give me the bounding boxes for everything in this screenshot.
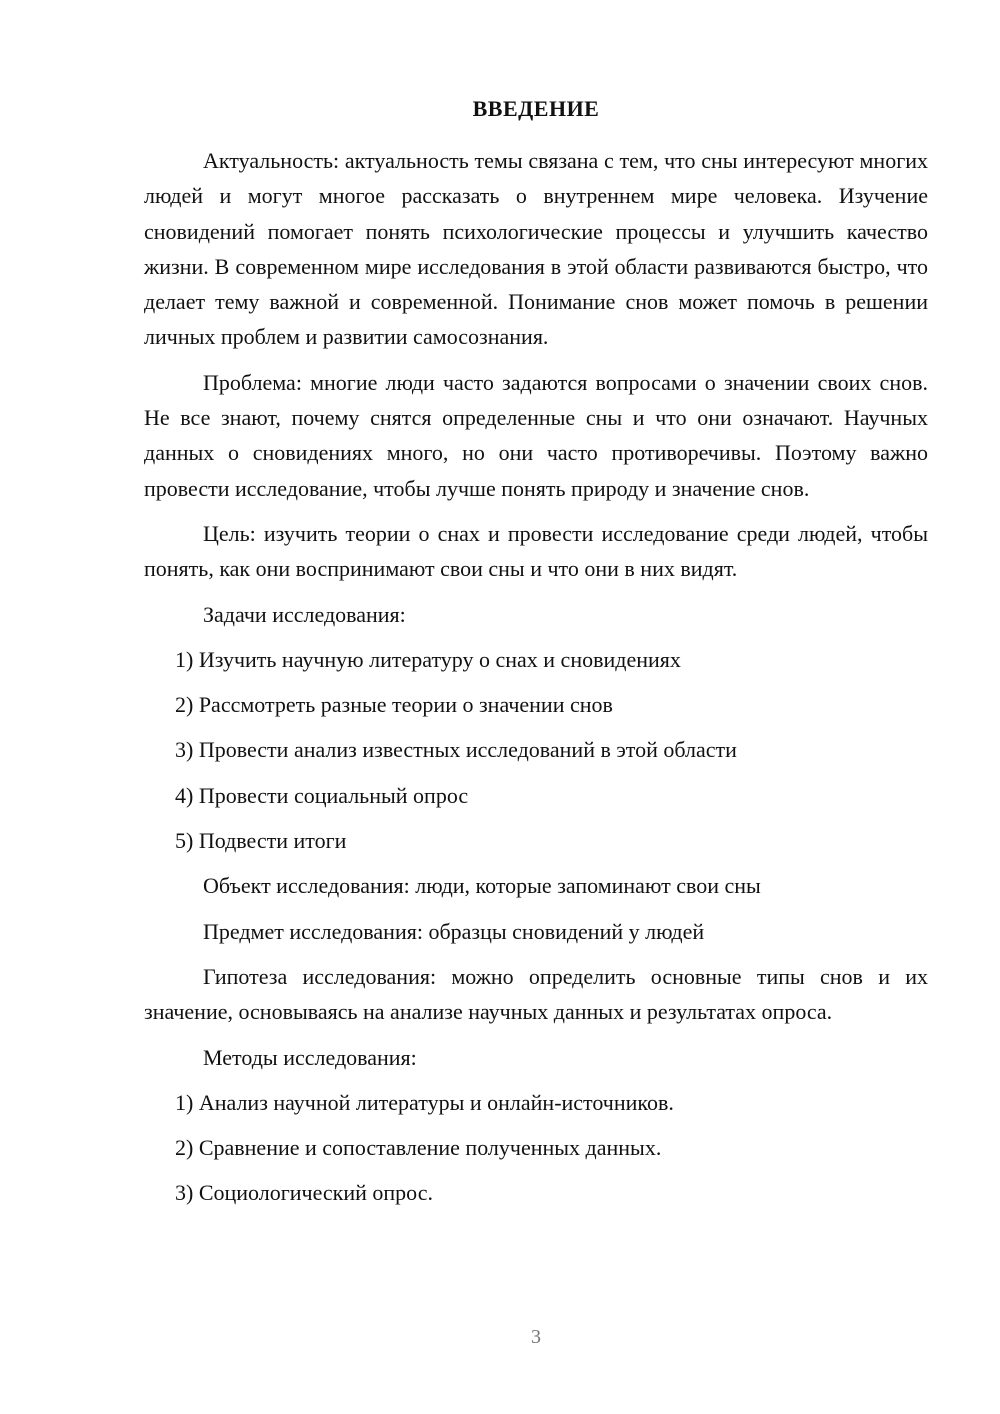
method-item: 3) Социологический опрос. <box>175 1180 433 1206</box>
problem-paragraph: Проблема: многие люди часто задаются вопросами о значении своих снов. Не все знают, почему снятся определенные сны и что они означают. Научных данных о сновидениях много, но они часто противоречивы. Поэтому важно провести исследование, чтобы лучше понять природу и значение снов. <box>144 369 928 501</box>
task-item: 4) Провести социальный опрос <box>175 782 469 808</box>
page-title: ВВЕДЕНИЕ <box>472 96 600 121</box>
object-line: Объект исследования: люди, которые запоминают свои сны <box>203 873 761 899</box>
task-item: 3) Провести анализ известных исследований в этой области <box>175 737 737 763</box>
methods-heading: Методы исследования: <box>203 1044 417 1070</box>
subject-line: Предмет исследования: образцы сновидений у людей <box>203 918 705 944</box>
task-item: 5) Подвести итоги <box>175 828 347 854</box>
tasks-heading: Задачи исследования: <box>203 601 406 627</box>
method-item: 1) Анализ научной литературы и онлайн-источников. <box>175 1089 674 1115</box>
page-number: 3 <box>531 1326 541 1348</box>
task-item: 2) Рассмотреть разные теории о значении снов <box>175 692 613 718</box>
goal-paragraph: Цель: изучить теории о снах и провести исследование среди людей, чтобы понять, как они воспринимают свои сны и что они в них видят. <box>144 520 928 582</box>
hypothesis-paragraph: Гипотеза исследования: можно определить основные типы снов и их значение, основываясь на анализе научных данных и результатах опроса. <box>144 963 928 1025</box>
task-item: 1) Изучить научную литературу о снах и сновидениях <box>175 646 681 672</box>
document-body <box>144 143 928 1221</box>
method-item: 2) Сравнение и сопоставление полученных данных. <box>175 1135 662 1161</box>
relevance-paragraph: Актуальность: актуальность темы связана с тем, что сны интересуют многих людей и могут многое рассказать о внутреннем мире человека. Изучение сновидений помогает понять психологические процессы и улучшить качество жизни. В современном мире исследования в этой области развиваются быстро, что делает тему важной и современной. Понимание снов может помочь в решении личных проблем и развитии самосознания. <box>144 148 928 350</box>
